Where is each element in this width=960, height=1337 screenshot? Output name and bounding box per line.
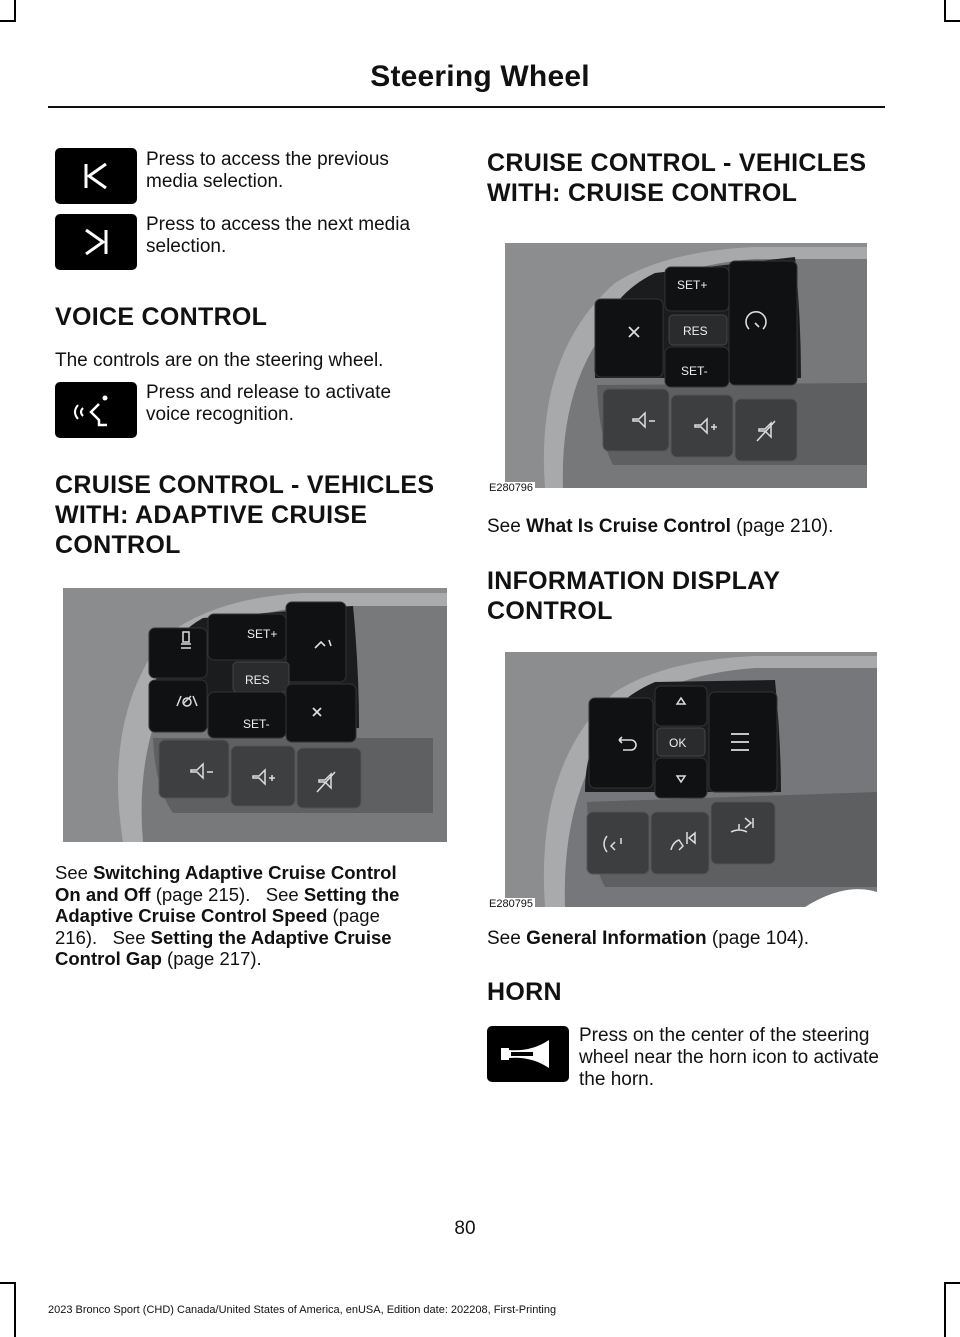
- cruise-set-minus-label: SET-: [681, 364, 708, 378]
- acc-set-minus-label: SET-: [243, 717, 270, 731]
- voice-recognition-icon: [55, 382, 137, 438]
- acc-heading-line1: CRUISE CONTROL - VEHICLES: [55, 471, 435, 499]
- acc-references: [55, 862, 450, 970]
- crop-mark: [0, 1282, 16, 1284]
- voice-control-heading: VOICE CONTROL: [55, 303, 268, 331]
- acc-ref-link3a[interactable]: Setting the Adaptive Cruise: [150, 926, 392, 948]
- acc-ref-see2: See: [265, 883, 304, 905]
- acc-res-label: RES: [245, 673, 270, 687]
- header-rule: [48, 106, 885, 108]
- crop-mark: [944, 0, 946, 22]
- cruise-set-plus-label: SET+: [677, 278, 708, 292]
- page-number: 80: [454, 1218, 476, 1239]
- acc-ref-page3: (page 217).: [161, 948, 262, 969]
- acc-ref-link2b[interactable]: Adaptive Cruise Control Speed: [55, 905, 328, 926]
- previous-track-icon: [55, 148, 137, 204]
- acc-ref-link2a[interactable]: Setting the: [303, 883, 400, 905]
- acc-ref-page2a: (page: [327, 905, 380, 926]
- acc-ref-see3: See: [112, 926, 151, 948]
- info-heading-line1: INFORMATION DISPLAY: [487, 567, 781, 595]
- cruise-figure-id: E280796: [489, 482, 534, 494]
- page-title: Steering Wheel: [370, 60, 590, 93]
- acc-ref-link1b[interactable]: On and Off: [55, 883, 151, 905]
- acc-heading-line3: CONTROL: [55, 531, 181, 559]
- horn-heading: HORN: [487, 978, 562, 1006]
- info-reference: [487, 928, 907, 950]
- crop-mark: [14, 1282, 16, 1337]
- info-ref-see: See: [487, 928, 527, 949]
- acc-ref-line3: [55, 905, 450, 927]
- acc-ref-line2: [55, 884, 450, 906]
- acc-ref-see1: See: [55, 862, 94, 883]
- adaptive-cruise-controls-photo: [63, 588, 447, 842]
- acc-ref-link1a[interactable]: Switching Adaptive Cruise Control: [93, 862, 397, 883]
- footer-edition-line: 2023 Bronco Sport (CHD) Canada/United States of America, enUSA, Edition date: 202208, First-Printing: [48, 1304, 557, 1316]
- acc-ref-page1: (page 215).: [150, 883, 251, 905]
- crop-mark: [944, 20, 960, 22]
- acc-ref-line1: [55, 862, 450, 884]
- cruise-reference: [487, 516, 907, 538]
- crop-mark: [944, 1282, 946, 1337]
- info-ref-link[interactable]: General Information: [526, 928, 707, 949]
- cruise-heading-line2: WITH: CRUISE CONTROL: [487, 179, 798, 207]
- cruise-heading-line1: CRUISE CONTROL - VEHICLES: [487, 149, 867, 177]
- acc-ref-line4: [55, 927, 450, 949]
- crop-mark: [0, 20, 16, 22]
- horn-text: Press on the center of the steering wheel near the horn icon to activate the horn.: [579, 1025, 879, 1090]
- info-ok-label: OK: [669, 736, 687, 750]
- acc-heading-line2: WITH: ADAPTIVE CRUISE: [55, 501, 368, 529]
- cruise-ref-page: (page 210).: [730, 516, 834, 537]
- next-track-icon: [55, 214, 137, 270]
- crop-mark: [944, 1282, 960, 1284]
- info-heading-line2: CONTROL: [487, 597, 613, 625]
- info-figure-id: E280795: [489, 898, 534, 910]
- voice-control-intro: The controls are on the steering wheel.: [55, 350, 384, 371]
- cruise-res-label: RES: [683, 324, 708, 338]
- acc-ref-line5: [55, 948, 450, 970]
- info-ref-page: (page 104).: [706, 928, 810, 949]
- cruise-controls-photo: [505, 243, 867, 488]
- acc-set-plus-label: SET+: [247, 627, 278, 641]
- previous-media-text: Press to access the previous media selection.: [146, 149, 389, 192]
- acc-ref-page2b: 216).: [55, 926, 98, 948]
- cruise-ref-link[interactable]: What Is Cruise Control: [526, 516, 731, 537]
- cruise-ref-see: See: [487, 516, 527, 537]
- acc-ref-link3b[interactable]: Control Gap: [55, 948, 162, 969]
- crop-mark: [14, 0, 16, 22]
- info-display-controls-photo: [505, 652, 877, 907]
- voice-button-text: Press and release to activate voice recognition.: [146, 382, 392, 425]
- next-media-text: Press to access the next media selection.: [146, 214, 411, 257]
- horn-icon: [487, 1026, 569, 1082]
